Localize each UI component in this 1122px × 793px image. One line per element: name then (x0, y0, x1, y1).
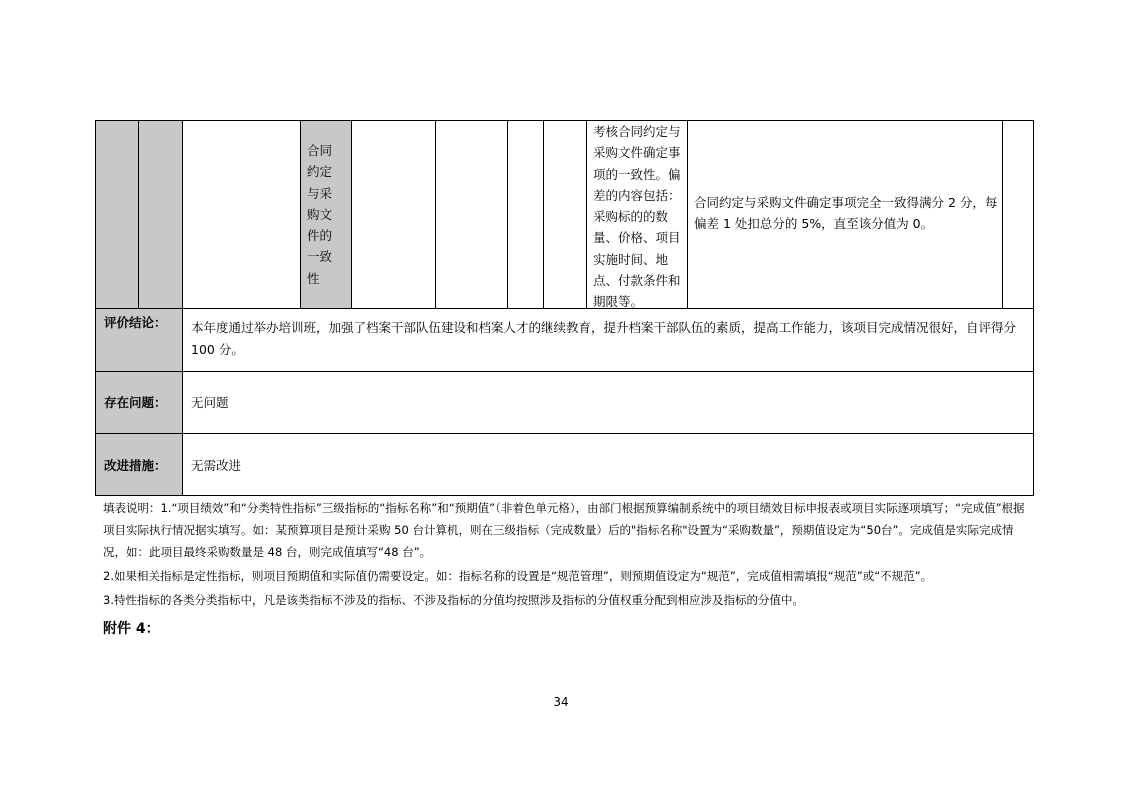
table-cell-scoring-rule (687, 120, 1002, 308)
table-cell-level2 (138, 120, 182, 308)
annex-heading: 附件 4： (103, 621, 160, 637)
problems-label: 存在问题： (104, 395, 167, 410)
table-cell-indicator-name (300, 120, 351, 308)
page-number: 34 (553, 695, 569, 709)
table-cell-actual (435, 120, 507, 308)
improvements-label-cell (95, 433, 182, 496)
instruction-note-1: 填表说明：1.“项目绩效”和“分类特性指标”三级指标的“指标名称”和“预期值”（非着色单元格），由部门根据预算编制系统中的项目绩效目标申报表或项目实际逐项填写；“完成值”根据项目实际执行情况据实填写。如：某预算项目是预计采购 50 台计算机，则在三级指标（完成数量）后的"指标名称"设置为“采购数量”，预期值设定为“50台”。完成值是实际完成情况，如：此项目最终采购数量是 48 台，则完成值填写“48 台”。 (103, 501, 1025, 559)
problems-content-cell (182, 371, 1034, 433)
improvements-label: 改进措施： (104, 458, 167, 473)
table-cell-remark (1002, 120, 1034, 308)
evaluation-text: 本年度通过举办培训班，加强了档案干部队伍建设和档案人才的继续教育，提升档案干部队伍的素质，提高工作能力，该项目完成情况很好，自评得分 100 分。 (191, 320, 1017, 357)
improvements-text: 无需改进 (191, 458, 242, 473)
table-cell-description (586, 120, 687, 308)
evaluation-content-cell (182, 308, 1034, 371)
indicator-description-text: 考核合同约定与采购文件确定事项的一致性。偏差的内容包括：采购标的的数量、价格、项目实施时间、地点、付款条件和期限等。 (593, 124, 681, 310)
table-cell-weight (507, 120, 543, 308)
table-cell-expected (351, 120, 435, 308)
fill-instructions (103, 497, 1033, 611)
table-cell-score (543, 120, 586, 308)
evaluation-label: 评价结论： (104, 315, 167, 330)
table-cell-level3 (182, 120, 300, 308)
performance-table (95, 120, 1034, 496)
evaluation-label-cell (95, 308, 182, 371)
scoring-rule-text: 合同约定与采购文件确定事项完全一致得满分 2 分，每偏差 1 处扣总分的 5%，直至该分值为 0。 (694, 195, 998, 232)
problems-label-cell (95, 371, 182, 433)
problems-text: 无问题 (191, 395, 229, 410)
indicator-name-text: 合同约定与采购文件的一致性 (307, 143, 333, 286)
instruction-note-2: 2.如果相关指标是定性指标，则项目预期值和实际值仍需要设定。如：指标名称的设置是“规范管理”，则预期值设定为“规范”，完成值相需填报“规范”或“不规范”。 (103, 569, 933, 583)
table-cell-level1 (95, 120, 138, 308)
improvements-content-cell (182, 433, 1034, 496)
instruction-note-3: 3.特性指标的各类分类指标中，凡是该类指标不涉及的指标、不涉及指标的分值均按照涉及指标的分值权重分配到相应涉及指标的分值中。 (103, 593, 804, 607)
